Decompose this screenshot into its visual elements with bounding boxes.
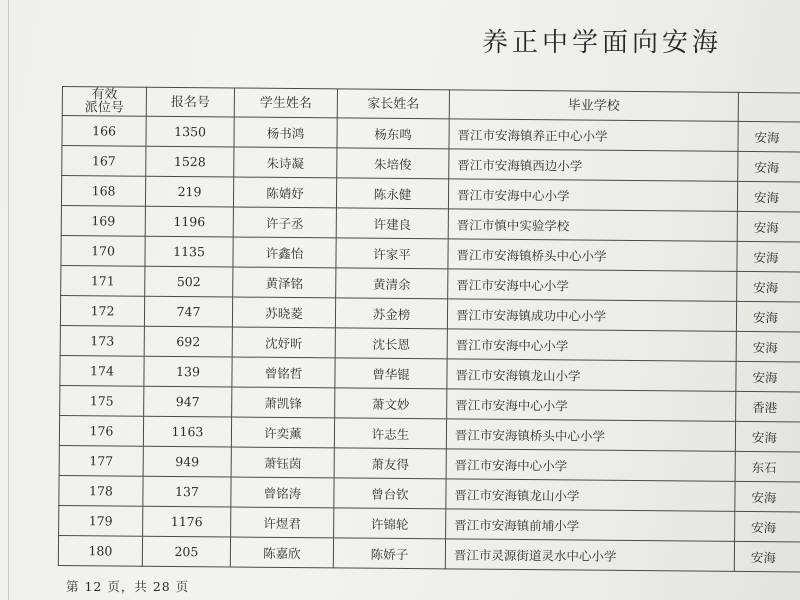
cell-reg: 205 (142, 536, 230, 567)
cell-seq: 178 (59, 475, 143, 506)
cell-seq: 170 (61, 235, 145, 266)
cell-reg: 692 (144, 326, 232, 357)
cell-student: 黄泽铭 (233, 267, 336, 298)
cell-extra: 安海 (737, 211, 800, 242)
cell-reg: 947 (144, 386, 232, 417)
cell-student: 许煜君 (231, 507, 334, 538)
cell-school: 晋江市安海镇成功中心小学 (447, 299, 736, 332)
cell-student: 朱诗凝 (234, 147, 337, 178)
header-parent: 家长姓名 (337, 89, 449, 119)
cell-extra: 安海 (735, 421, 800, 452)
cell-school: 晋江市安海镇西边小学 (449, 149, 738, 182)
cell-student: 许鑫怡 (233, 237, 336, 268)
cell-reg: 1350 (146, 116, 234, 147)
header-seq-line1: 有效 (91, 87, 118, 103)
cell-extra: 安海 (734, 541, 800, 572)
page-footer: 第 12 页，共 28 页 (66, 579, 190, 594)
cell-extra: 安海 (736, 331, 800, 362)
cell-student: 杨书鸿 (234, 117, 337, 148)
cell-school: 晋江市安海中心小学 (447, 329, 736, 362)
cell-student: 许奕薰 (231, 417, 334, 448)
cell-extra: 安海 (736, 361, 800, 392)
header-student: 学生姓名 (234, 88, 337, 118)
cell-reg: 137 (143, 476, 231, 507)
cell-school: 晋江市灵源街道灵水中心小学 (445, 539, 734, 572)
cell-seq: 176 (59, 415, 143, 446)
cell-parent: 朱培俊 (337, 148, 449, 179)
cell-parent: 苏金榜 (335, 298, 447, 329)
cell-student: 曾铭涛 (231, 477, 334, 508)
cell-reg: 139 (144, 356, 232, 387)
cell-student: 沈妤昕 (232, 327, 335, 358)
cell-student: 许子丞 (233, 207, 336, 238)
cell-seq: 175 (60, 385, 144, 416)
cell-extra: 安海 (737, 241, 800, 272)
cell-parent: 曾台钦 (334, 478, 446, 509)
cell-seq: 167 (62, 146, 146, 177)
cell-extra: 安海 (736, 301, 800, 332)
cell-reg: 1196 (145, 206, 233, 237)
cell-parent: 萧友得 (334, 448, 446, 479)
cell-student: 萧凯锋 (232, 387, 335, 418)
page-edge-line (8, 0, 9, 600)
cell-parent: 黄清余 (336, 268, 448, 299)
cell-reg: 1163 (143, 416, 231, 447)
cell-parent: 陈永健 (336, 178, 448, 209)
cell-extra: 东石 (735, 451, 800, 482)
cell-extra: 安海 (738, 121, 800, 152)
cell-reg: 1135 (145, 236, 233, 267)
cell-school: 晋江市安海镇养正中心小学 (449, 119, 738, 152)
cell-school: 晋江市安海镇前埔小学 (446, 509, 735, 542)
cell-reg: 747 (144, 296, 232, 327)
cell-school: 晋江市安海镇桥头中心小学 (446, 419, 735, 452)
cell-school: 晋江市安海镇桥头中心小学 (448, 239, 737, 272)
cell-reg: 949 (143, 446, 231, 477)
header-seq-line2: 派位号 (84, 100, 124, 116)
cell-seq: 171 (61, 265, 145, 296)
cell-seq: 172 (60, 295, 144, 326)
cell-reg: 1528 (146, 146, 234, 177)
cell-parent: 陈娇子 (333, 538, 445, 569)
document-title: 养正中学面向安海 (482, 28, 723, 58)
cell-extra: 安海 (737, 271, 800, 302)
cell-extra: 香港 (736, 391, 800, 422)
cell-seq: 173 (60, 325, 144, 356)
cell-student: 萧钰茵 (231, 447, 334, 478)
cell-reg: 1176 (143, 506, 231, 537)
cell-student: 陈嘉欣 (230, 537, 333, 568)
cell-parent: 许志生 (334, 418, 446, 449)
table-row (58, 535, 800, 572)
header-school: 毕业学校 (449, 90, 738, 122)
cell-seq: 169 (61, 205, 145, 236)
cell-parent: 沈长恩 (335, 328, 447, 359)
cell-school: 晋江市安海中心小学 (446, 449, 735, 482)
cell-student: 陈婧妤 (233, 177, 336, 208)
cell-school: 晋江市安海中心小学 (448, 269, 737, 302)
cell-extra: 安海 (738, 151, 800, 182)
cell-school: 晋江市安海镇龙山小学 (446, 479, 735, 512)
cell-parent: 杨东鸣 (337, 118, 449, 149)
cell-seq: 168 (61, 176, 145, 207)
cell-parent: 萧文妙 (335, 388, 447, 419)
allocation-table (58, 86, 800, 573)
cell-extra: 安海 (735, 511, 800, 542)
cell-student: 曾铭哲 (232, 357, 335, 388)
cell-parent: 曾华锟 (335, 358, 447, 389)
cell-extra: 安海 (737, 181, 800, 212)
cell-parent: 许家平 (336, 238, 448, 269)
cell-school: 晋江市安海中心小学 (447, 389, 736, 422)
cell-parent: 许建良 (336, 208, 448, 239)
cell-seq: 179 (59, 505, 143, 536)
cell-reg: 502 (145, 266, 233, 297)
cell-seq: 180 (58, 535, 142, 566)
cell-reg: 219 (145, 176, 233, 207)
cell-school: 晋江市安海镇龙山小学 (447, 359, 736, 392)
cell-school: 晋江市慎中实验学校 (448, 209, 737, 242)
cell-school: 晋江市安海中心小学 (448, 179, 737, 212)
header-extra (738, 92, 800, 122)
cell-parent: 许锦轮 (334, 508, 446, 539)
header-seq (62, 87, 146, 117)
header-reg: 报名号 (146, 87, 234, 117)
cell-seq: 177 (59, 445, 143, 476)
cell-seq: 174 (60, 355, 144, 386)
cell-student: 苏晓菱 (232, 297, 335, 328)
cell-extra: 安海 (735, 481, 800, 512)
cell-seq: 166 (62, 116, 146, 147)
